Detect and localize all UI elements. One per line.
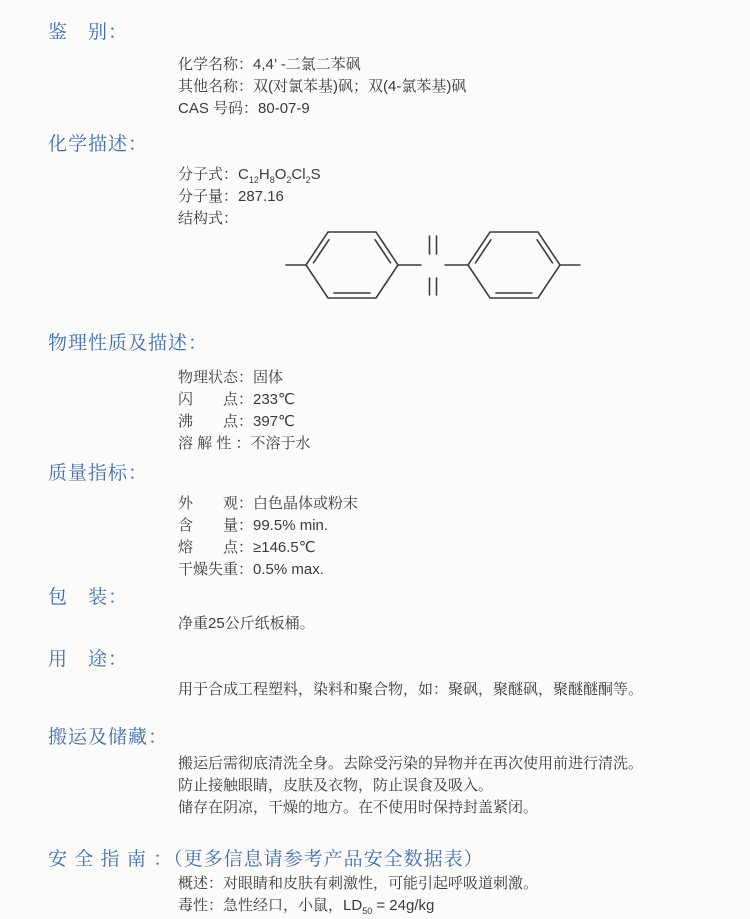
formula-label: 分子式： [178,166,239,183]
cas-number-line: CAS 号码：80-07-9 [178,100,310,117]
section-content [178,164,722,323]
molecular-weight-line: 分子量：287.16 [178,188,284,205]
section-physical-properties [48,331,722,455]
formula-element: S [310,166,321,183]
section-quality-specs [48,461,722,581]
handling-line: 储存在阴凉，干燥的地方。在不使用时保持封盖紧闭。 [178,799,539,816]
section-safety-guide [48,847,722,917]
molecular-formula-line [178,164,722,186]
section-content [178,753,722,819]
section-content [178,54,722,120]
formula-element: O [274,166,287,183]
section-heading-chemical-description: 化学描述： [48,134,149,155]
safety-heading-text: 安 全 指 南 ： [48,849,174,870]
section-heading-quality: 质量指标： [48,463,149,484]
structure-label: 结构式： [178,210,239,227]
formula-subscript: 2 [286,175,292,185]
structure-row [178,208,722,323]
section-heading-identification: 鉴 别： [48,22,129,43]
formula-element: H [258,166,270,183]
flash-point-line: 闪 点：233℃ [178,391,295,408]
loss-on-drying-line: 干燥失重：0.5% max. [178,561,324,578]
melting-point-line: 熔 点：≥146.5℃ [178,539,316,556]
section-heading-packaging: 包 装： [48,587,129,608]
section-identification [48,20,722,120]
ld50-subscript: 50 [362,906,373,916]
physical-state-line: 物理状态：固体 [178,369,284,386]
section-content [178,493,722,581]
chemical-structure-diagram [238,208,658,323]
section-heading-handling: 搬运及储藏： [48,727,169,748]
benzene-ring-right [468,232,560,298]
formula-subscript: 12 [248,175,259,185]
section-content [178,873,722,917]
section-usage [48,647,722,701]
toxicity-prefix: 毒性：急性经口，小鼠，LD [178,897,363,914]
usage-line: 用于合成工程塑料，染料和聚合物，如：聚砜，聚醚砜，聚醚醚酮等。 [178,681,644,698]
toxicity-line [178,895,722,917]
toxicity-suffix: = 24g/kg [372,897,435,914]
safety-overview-line: 概述：对眼睛和皮肤有刺激性，可能引起呼吸道刺激。 [178,875,539,892]
section-heading-usage: 用 途： [48,649,129,670]
handling-line: 防止接触眼睛，皮肤及衣物，防止误食及吸入。 [178,777,494,794]
appearance-line: 外 观：白色晶体或粉末 [178,495,359,512]
section-content [178,613,722,635]
section-chemical-description [48,132,722,323]
benzene-ring-left [306,232,398,298]
chemical-name-line: 化学名称：4,4’ -二氯二苯砜 [178,56,361,73]
section-heading-physical: 物理性质及描述： [48,333,209,354]
other-names-line: 其他名称：双(对氯苯基)砜；双(4-氯苯基)砜 [178,78,467,95]
formula-element: C [238,166,249,183]
section-handling-storage [48,725,722,819]
packaging-line: 净重25公斤纸板桶。 [178,615,315,632]
boiling-point-line: 沸 点：397℃ [178,413,295,430]
section-packaging [48,585,722,635]
formula-subscript: 8 [269,175,275,185]
solubility-line: 溶 解 性 ：不溶于水 [178,435,311,452]
formula-element: Cl [291,166,306,183]
section-content [178,367,722,455]
section-heading-safety [48,847,722,873]
formula-subscript: 2 [305,175,311,185]
safety-heading-note: （更多信息请参考产品安全数据表） [173,849,484,870]
section-content [178,679,722,701]
assay-line: 含 量：99.5% min. [178,517,329,534]
handling-line: 搬运后需彻底清洗全身。去除受污染的异物并在再次使用前进行清洗。 [178,755,644,772]
